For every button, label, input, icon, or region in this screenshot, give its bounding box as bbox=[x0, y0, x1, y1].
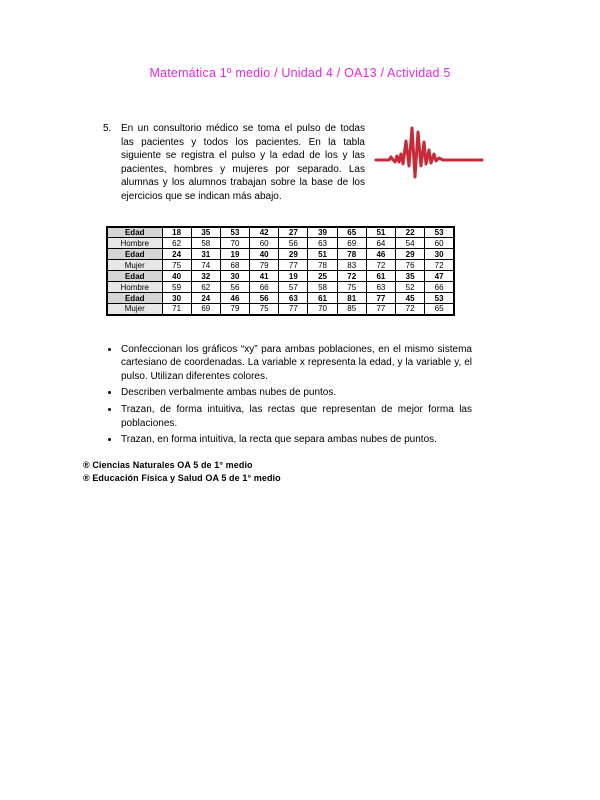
value-cell: 53 bbox=[220, 227, 249, 238]
value-cell: 60 bbox=[425, 238, 454, 249]
value-cell: 74 bbox=[191, 260, 220, 271]
value-cell: 75 bbox=[337, 282, 366, 293]
value-cell: 56 bbox=[279, 238, 308, 249]
table-row bbox=[107, 227, 454, 238]
instruction-item: • Confeccionan los gráficos “xy” para ambas poblaciones, en el mismo sistema cartesiano de coordenadas. La variable x representa la edad, y la variable y, el pulso. Utilizan diferentes colores. bbox=[120, 343, 472, 384]
pulse-age-table bbox=[106, 226, 455, 316]
value-cell: 65 bbox=[337, 227, 366, 238]
value-cell: 35 bbox=[396, 271, 425, 282]
value-cell: 56 bbox=[250, 293, 279, 304]
row-label: Hombre bbox=[107, 282, 162, 293]
instruction-item: • Trazan, en forma intuitiva, la recta que separa ambas nubes de puntos. bbox=[120, 433, 472, 447]
value-cell: 77 bbox=[366, 293, 395, 304]
value-cell: 77 bbox=[279, 304, 308, 315]
value-cell: 58 bbox=[308, 282, 337, 293]
footer-references bbox=[83, 459, 600, 485]
value-cell: 45 bbox=[396, 293, 425, 304]
value-cell: 30 bbox=[162, 293, 191, 304]
value-cell: 70 bbox=[308, 304, 337, 315]
value-cell: 66 bbox=[250, 282, 279, 293]
value-cell: 19 bbox=[279, 271, 308, 282]
value-cell: 46 bbox=[366, 249, 395, 260]
value-cell: 79 bbox=[250, 260, 279, 271]
exercise-paragraph: En un consultorio médico se toma el pulso de todas las pacientes y todos los pacientes. En la tabla siguiente se registra el pulso y la edad de los y las pacientes, hombres y mujeres por separado. Las alumnas y los alumnos trabajan sobre la base de los ejercicios que se indican más abajo. bbox=[121, 123, 365, 202]
value-cell: 70 bbox=[220, 238, 249, 249]
footer-line: ® Ciencias Naturales OA 5 de 1° medio bbox=[83, 459, 253, 470]
value-cell: 30 bbox=[220, 271, 249, 282]
value-cell: 24 bbox=[162, 249, 191, 260]
value-cell: 62 bbox=[191, 282, 220, 293]
value-cell: 77 bbox=[279, 260, 308, 271]
exercise-5 bbox=[103, 122, 472, 204]
value-cell: 69 bbox=[337, 238, 366, 249]
value-cell: 78 bbox=[308, 260, 337, 271]
value-cell: 63 bbox=[366, 282, 395, 293]
instruction-item: • Trazan, de forma intuitiva, las rectas que representan de mejor forma las poblaciones. bbox=[120, 403, 472, 430]
row-label: Edad bbox=[107, 227, 162, 238]
table-row bbox=[107, 282, 454, 293]
value-cell: 52 bbox=[396, 282, 425, 293]
row-label: Edad bbox=[107, 293, 162, 304]
value-cell: 63 bbox=[279, 293, 308, 304]
table-row bbox=[107, 260, 454, 271]
value-cell: 60 bbox=[250, 238, 279, 249]
value-cell: 42 bbox=[250, 227, 279, 238]
value-cell: 47 bbox=[425, 271, 454, 282]
value-cell: 32 bbox=[191, 271, 220, 282]
value-cell: 61 bbox=[308, 293, 337, 304]
table-row bbox=[107, 238, 454, 249]
value-cell: 40 bbox=[162, 271, 191, 282]
value-cell: 46 bbox=[220, 293, 249, 304]
value-cell: 63 bbox=[308, 238, 337, 249]
value-cell: 53 bbox=[425, 227, 454, 238]
value-cell: 30 bbox=[425, 249, 454, 260]
value-cell: 71 bbox=[162, 304, 191, 315]
value-cell: 61 bbox=[366, 271, 395, 282]
value-cell: 62 bbox=[162, 238, 191, 249]
value-cell: 58 bbox=[191, 238, 220, 249]
value-cell: 31 bbox=[191, 249, 220, 260]
pulse-table-body bbox=[107, 227, 454, 315]
value-cell: 75 bbox=[250, 304, 279, 315]
value-cell: 27 bbox=[279, 227, 308, 238]
exercise-number: 5. bbox=[103, 123, 112, 134]
value-cell: 59 bbox=[162, 282, 191, 293]
table-row bbox=[107, 271, 454, 282]
value-cell: 81 bbox=[337, 293, 366, 304]
ecg-heartbeat-icon bbox=[374, 120, 486, 182]
value-cell: 40 bbox=[250, 249, 279, 260]
instructions-list bbox=[103, 343, 472, 447]
value-cell: 22 bbox=[396, 227, 425, 238]
value-cell: 72 bbox=[366, 260, 395, 271]
value-cell: 51 bbox=[308, 249, 337, 260]
value-cell: 68 bbox=[220, 260, 249, 271]
value-cell: 54 bbox=[396, 238, 425, 249]
value-cell: 29 bbox=[279, 249, 308, 260]
row-label: Hombre bbox=[107, 238, 162, 249]
value-cell: 35 bbox=[191, 227, 220, 238]
value-cell: 18 bbox=[162, 227, 191, 238]
page-title: Matemática 1º medio / Unidad 4 / OA13 / Actividad 5 bbox=[149, 66, 451, 80]
value-cell: 51 bbox=[366, 227, 395, 238]
value-cell: 76 bbox=[396, 260, 425, 271]
value-cell: 66 bbox=[425, 282, 454, 293]
value-cell: 78 bbox=[337, 249, 366, 260]
value-cell: 79 bbox=[220, 304, 249, 315]
main-content bbox=[103, 122, 472, 447]
value-cell: 29 bbox=[396, 249, 425, 260]
value-cell: 65 bbox=[425, 304, 454, 315]
value-cell: 19 bbox=[220, 249, 249, 260]
value-cell: 83 bbox=[337, 260, 366, 271]
ecg-waveform bbox=[376, 128, 482, 177]
exercise-text-block bbox=[121, 122, 472, 204]
row-label: Edad bbox=[107, 249, 162, 260]
value-cell: 64 bbox=[366, 238, 395, 249]
value-cell: 41 bbox=[250, 271, 279, 282]
value-cell: 85 bbox=[337, 304, 366, 315]
instruction-item: • Describen verbalmente ambas nubes de puntos. bbox=[120, 386, 472, 400]
value-cell: 72 bbox=[425, 260, 454, 271]
row-label: Mujer bbox=[107, 260, 162, 271]
table-row bbox=[107, 249, 454, 260]
table-row bbox=[107, 304, 454, 315]
table-row bbox=[107, 293, 454, 304]
value-cell: 56 bbox=[220, 282, 249, 293]
value-cell: 57 bbox=[279, 282, 308, 293]
value-cell: 69 bbox=[191, 304, 220, 315]
value-cell: 72 bbox=[337, 271, 366, 282]
value-cell: 77 bbox=[366, 304, 395, 315]
value-cell: 24 bbox=[191, 293, 220, 304]
value-cell: 39 bbox=[308, 227, 337, 238]
value-cell: 53 bbox=[425, 293, 454, 304]
row-label: Mujer bbox=[107, 304, 162, 315]
value-cell: 25 bbox=[308, 271, 337, 282]
value-cell: 72 bbox=[396, 304, 425, 315]
value-cell: 75 bbox=[162, 260, 191, 271]
footer-line: ® Educación Física y Salud OA 5 de 1° medio bbox=[83, 472, 281, 483]
row-label: Edad bbox=[107, 271, 162, 282]
